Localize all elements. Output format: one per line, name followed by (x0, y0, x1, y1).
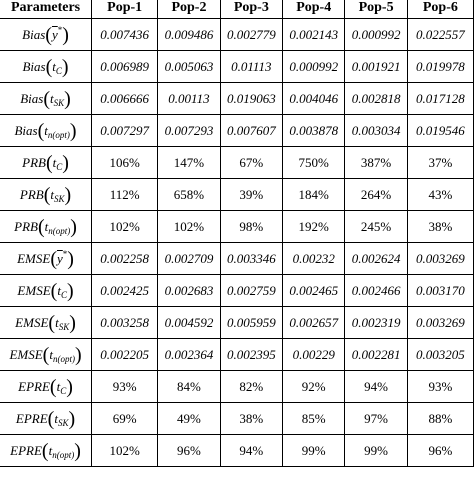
value-cell: 0.003205 (407, 339, 473, 371)
value-cell: 96% (158, 435, 220, 467)
parameter-label (0, 179, 92, 211)
value-cell: 0.002395 (220, 339, 282, 371)
parameter-label (0, 243, 92, 275)
right-paren: ) (68, 407, 76, 430)
estimator-symbol: t (48, 442, 53, 458)
right-paren: ) (64, 87, 71, 110)
left-paren: ( (37, 119, 45, 142)
right-paren: ) (74, 343, 82, 366)
table-row (0, 83, 474, 115)
table-row (0, 339, 474, 371)
parameter-label (0, 435, 92, 467)
pop-header: Pop-5 (345, 0, 407, 19)
estimator-subscript: n(opt) (52, 449, 75, 460)
value-cell: 0.005063 (158, 51, 220, 83)
value-cell: 184% (283, 179, 345, 211)
value-cell: 0.019063 (220, 83, 282, 115)
estimator-symbol: t (44, 218, 49, 234)
left-paren: ( (37, 215, 45, 238)
left-paren: ( (43, 87, 51, 110)
value-cell: 0.019978 (407, 51, 473, 83)
value-cell: 49% (158, 403, 220, 435)
left-paren: ( (49, 375, 57, 398)
value-cell: 0.00232 (283, 243, 345, 275)
value-cell: 750% (283, 147, 345, 179)
value-cell: 0.001921 (345, 51, 407, 83)
parameter-label (0, 147, 92, 179)
pop-header: Pop-3 (220, 0, 282, 19)
table-row (0, 403, 474, 435)
estimator-subscript: SK (57, 417, 69, 428)
right-paren: ) (62, 23, 69, 46)
value-cell: 0.002657 (283, 307, 345, 339)
parameter-name: EMSE (17, 282, 51, 298)
parameter-label (0, 339, 92, 371)
value-cell: 0.003034 (345, 115, 407, 147)
estimator-subscript: SK (58, 321, 70, 332)
estimator-symbol: t (50, 186, 54, 202)
estimator-subscript: n(opt) (47, 129, 70, 140)
value-cell: 94% (220, 435, 282, 467)
estimator-subscript: n(opt) (48, 225, 71, 236)
right-paren: ) (67, 247, 74, 270)
value-cell: 69% (92, 403, 158, 435)
value-cell: 0.002319 (345, 307, 407, 339)
value-cell: 0.002466 (345, 275, 407, 307)
estimator-subscript: C (56, 161, 63, 172)
value-cell: 0.002818 (345, 83, 407, 115)
estimator-symbol: $\overline{y}$ (57, 250, 63, 266)
estimator-subscript: C (60, 385, 67, 396)
value-cell: 96% (407, 435, 473, 467)
table-row (0, 115, 474, 147)
value-cell: 0.00229 (283, 339, 345, 371)
left-paren: ( (47, 407, 55, 430)
estimator-subscript: C (60, 289, 67, 300)
value-cell: 387% (345, 147, 407, 179)
estimator-symbol: t (49, 346, 53, 362)
value-cell: 0.017128 (407, 83, 473, 115)
parameter-label (0, 83, 92, 115)
value-cell: 0.006666 (92, 83, 158, 115)
parameter-label (0, 307, 92, 339)
value-cell: 0.003258 (92, 307, 158, 339)
value-cell: 0.002258 (92, 243, 158, 275)
parameter-label (0, 51, 92, 83)
left-paren: ( (42, 343, 50, 366)
parameter-name: EMSE (15, 314, 49, 330)
parameter-name: Bias (22, 26, 46, 42)
estimator-subscript: C (55, 65, 62, 76)
value-cell: 0.009486 (158, 19, 220, 51)
estimator-symbol: t (56, 378, 61, 394)
value-cell: 39% (220, 179, 282, 211)
parameter-name: PRB (19, 186, 44, 202)
value-cell: 0.004592 (158, 307, 220, 339)
parameter-label (0, 275, 92, 307)
value-cell: 0.003346 (220, 243, 282, 275)
value-cell: 264% (345, 179, 407, 211)
value-cell: 99% (283, 435, 345, 467)
parameter-name: EMSE (17, 250, 51, 266)
value-cell: 106% (92, 147, 158, 179)
value-cell: 102% (158, 211, 220, 243)
parameter-label (0, 403, 92, 435)
right-paren: ) (70, 215, 77, 238)
right-paren: ) (74, 439, 81, 462)
parameters-header: Parameters (0, 0, 92, 19)
right-paren: ) (62, 151, 69, 174)
estimator-superscript: * (62, 248, 68, 259)
table-row (0, 211, 474, 243)
value-cell: 0.007436 (92, 19, 158, 51)
table-row (0, 275, 474, 307)
pop-header: Pop-1 (92, 0, 158, 19)
pop-header: Pop-2 (158, 0, 220, 19)
pop-header: Pop-6 (407, 0, 473, 19)
value-cell: 82% (220, 371, 282, 403)
value-cell: 245% (345, 211, 407, 243)
estimator-subscript: n(opt) (52, 353, 75, 364)
value-cell: 43% (407, 179, 473, 211)
value-cell: 658% (158, 179, 220, 211)
value-cell: 0.007293 (158, 115, 220, 147)
left-paren: ( (45, 55, 53, 78)
value-cell: 37% (407, 147, 473, 179)
value-cell: 192% (283, 211, 345, 243)
left-paren: ( (48, 311, 56, 334)
value-cell: 85% (283, 403, 345, 435)
value-cell: 0.007607 (220, 115, 282, 147)
parameter-name: Bias (22, 58, 46, 74)
right-paren: ) (69, 119, 77, 142)
left-paren: ( (43, 183, 51, 206)
value-cell: 0.003878 (283, 115, 345, 147)
left-paren: ( (45, 23, 52, 46)
value-cell: 0.000992 (283, 51, 345, 83)
value-cell: 94% (345, 371, 407, 403)
value-cell: 67% (220, 147, 282, 179)
value-cell: 0.000992 (345, 19, 407, 51)
table-row (0, 243, 474, 275)
value-cell: 0.002281 (345, 339, 407, 371)
parameter-label (0, 19, 92, 51)
value-cell: 0.002364 (158, 339, 220, 371)
value-cell: 147% (158, 147, 220, 179)
value-cell: 98% (220, 211, 282, 243)
value-cell: 0.002465 (283, 275, 345, 307)
right-paren: ) (61, 55, 69, 78)
value-cell: 88% (407, 403, 473, 435)
value-cell: 93% (407, 371, 473, 403)
table-row (0, 371, 474, 403)
estimator-subscript: SK (54, 193, 65, 204)
value-cell: 0.002624 (345, 243, 407, 275)
parameter-label (0, 371, 92, 403)
parameter-name: PRB (14, 218, 38, 234)
right-paren: ) (64, 183, 72, 206)
parameter-name: Bias (20, 90, 44, 106)
left-paren: ( (41, 439, 49, 462)
table-row (0, 51, 474, 83)
left-paren: ( (45, 151, 53, 174)
estimator-symbol: $\overline{y}$ (51, 26, 58, 42)
estimator-symbol: t (50, 90, 54, 106)
value-cell: 0.002709 (158, 243, 220, 275)
value-cell: 0.004046 (283, 83, 345, 115)
right-paren: ) (66, 375, 73, 398)
left-paren: ( (50, 247, 57, 270)
parameter-name: EPRE (18, 378, 50, 394)
table-body (0, 19, 474, 467)
estimator-subscript: SK (53, 97, 65, 108)
value-cell: 92% (283, 371, 345, 403)
value-cell: 112% (92, 179, 158, 211)
value-cell: 84% (158, 371, 220, 403)
estimator-symbol: t (54, 410, 58, 426)
value-cell: 0.002425 (92, 275, 158, 307)
estimator-superscript: * (57, 24, 63, 35)
value-cell: 0.002143 (283, 19, 345, 51)
table-row (0, 19, 474, 51)
parameter-name: Bias (14, 122, 38, 138)
table-row (0, 307, 474, 339)
estimator-symbol: t (52, 58, 56, 74)
estimator-symbol: t (55, 314, 59, 330)
right-paren: ) (66, 279, 74, 302)
value-cell: 97% (345, 403, 407, 435)
parameter-name: EPRE (15, 410, 48, 426)
parameter-name: EMSE (9, 346, 43, 362)
value-cell: 0.003269 (407, 243, 473, 275)
estimator-symbol: t (44, 122, 48, 138)
pop-header: Pop-4 (283, 0, 345, 19)
estimator-symbol: t (52, 154, 57, 170)
value-cell: 102% (92, 211, 158, 243)
value-cell: 102% (92, 435, 158, 467)
right-paren: ) (69, 311, 76, 334)
table-row (0, 179, 474, 211)
value-cell: 0.002779 (220, 19, 282, 51)
value-cell: 38% (407, 211, 473, 243)
value-cell: 0.003269 (407, 307, 473, 339)
parameter-name: EPRE (10, 442, 42, 458)
table-row (0, 147, 474, 179)
value-cell: 0.006989 (92, 51, 158, 83)
value-cell: 0.022557 (407, 19, 473, 51)
parameter-label (0, 115, 92, 147)
value-cell: 0.003170 (407, 275, 473, 307)
value-cell: 93% (92, 371, 158, 403)
parameter-label (0, 211, 92, 243)
table-row (0, 435, 474, 467)
left-paren: ( (50, 279, 58, 302)
value-cell: 0.00113 (158, 83, 220, 115)
value-cell: 0.019546 (407, 115, 473, 147)
value-cell: 0.002759 (220, 275, 282, 307)
value-cell: 0.002683 (158, 275, 220, 307)
value-cell: 0.002205 (92, 339, 158, 371)
value-cell: 0.007297 (92, 115, 158, 147)
header-row (0, 0, 474, 19)
value-cell: 38% (220, 403, 282, 435)
value-cell: 99% (345, 435, 407, 467)
parameter-name: PRB (22, 154, 46, 170)
value-cell: 0.005959 (220, 307, 282, 339)
value-cell: 0.01113 (220, 51, 282, 83)
estimator-symbol: t (57, 282, 61, 298)
